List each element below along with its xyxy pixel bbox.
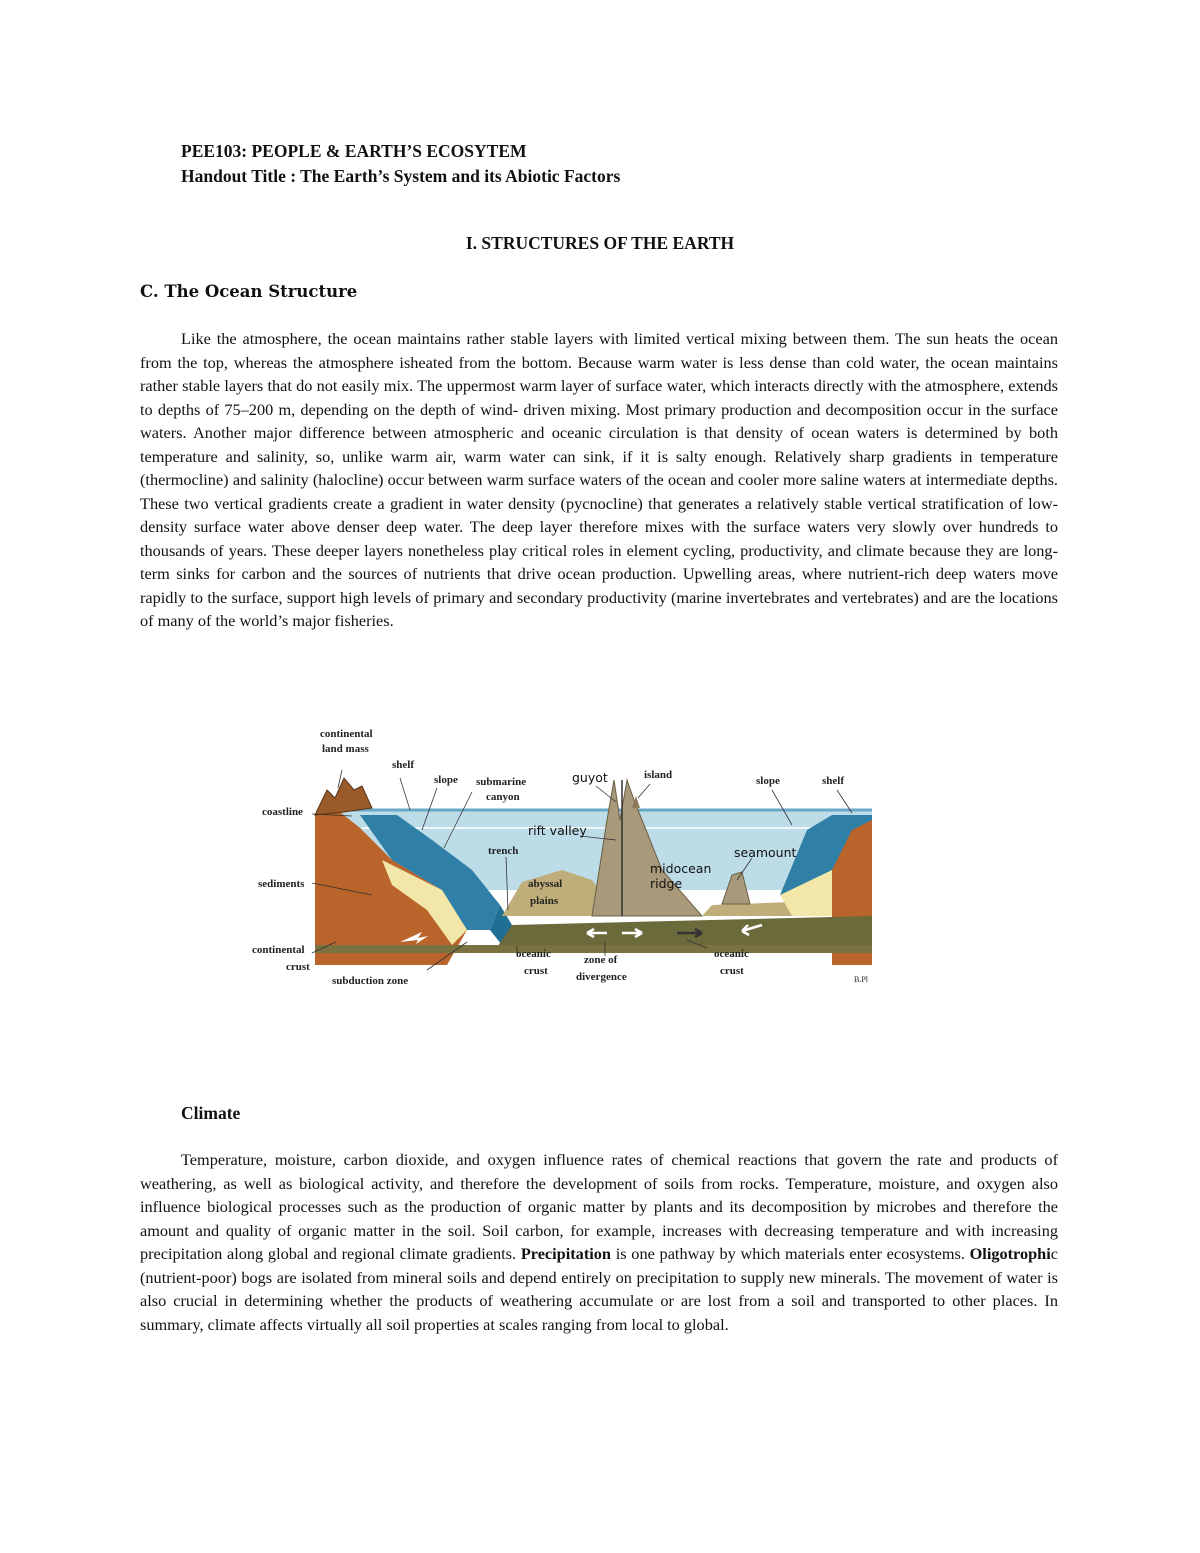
- crust-base: [315, 945, 872, 953]
- ocean-floor-diagram: [232, 720, 882, 1040]
- label-submarine-canyon-2: canyon: [486, 791, 520, 803]
- label-continental-crust-2: crust: [286, 961, 310, 973]
- climate-text-1: Temperature, moisture, carbon dioxide, and oxygen influence rates of chemical reactions that govern the rate and products of weathering, as well as biological activity, and therefore the development of soils from rocks. Temperature, moisture, and oxygen also influence biological processes such as the production of organic matter by plants and its decomposition by microbes and therefore the amount and quality of organic matter in the soil. Soil carbon, for example, increases with decreasing temperature and with increasing precipitation along global and regional climate gradients.: [140, 1150, 1058, 1263]
- label-trench: trench: [488, 845, 519, 857]
- label-continental-land-mass-1: continental: [320, 728, 373, 740]
- label-midocean-1: midocean: [650, 861, 712, 876]
- term-oligotrophic: Oligotrophi: [969, 1244, 1051, 1263]
- label-oceanic-crust-left-1: oceanic: [516, 948, 551, 960]
- label-coastline: coastline: [262, 806, 303, 818]
- ocean-floor-svg: [232, 720, 882, 1040]
- land-mass-mountains: [315, 778, 372, 815]
- handout-title: Handout Title : The Earth’s System and its Abiotic Factors: [181, 166, 621, 186]
- label-credit: B.Pl: [854, 975, 869, 984]
- label-abyssal-1: abyssal: [528, 878, 563, 890]
- climate-heading: Climate: [181, 1103, 241, 1123]
- label-midocean-2: ridge: [650, 876, 683, 891]
- label-slope-right: slope: [756, 775, 780, 787]
- label-sediments: sediments: [258, 878, 305, 890]
- label-subduction-zone: subduction zone: [332, 975, 409, 987]
- label-seamount: seamount: [734, 845, 797, 860]
- section-title-text: I. STRUCTURES OF THE EARTH: [465, 233, 735, 253]
- label-submarine-canyon-1: submarine: [476, 776, 527, 788]
- climate-text-2: is one pathway by which materials enter ecosystems.: [610, 1244, 970, 1263]
- label-oceanic-crust-right-1: oceanic: [714, 948, 749, 960]
- climate-text-3: c (nutrient-poor) bogs are isolated from mineral soils and depend entirely on precipitation to supply new minerals. The movement of water is also crucial in determining whether the products of weathering accumulate or are lost from a soil and transported to other places. In summary, climate affects virtually all soil properties at scales ranging from local to global.: [140, 1244, 1058, 1334]
- course-title: PEE103: PEOPLE & EARTH’S ECOSYTEM: [181, 141, 527, 161]
- label-oceanic-crust-right-2: crust: [720, 965, 744, 977]
- label-abyssal-2: plains: [530, 895, 559, 907]
- label-slope-left: slope: [434, 774, 458, 786]
- pointer-island: [638, 784, 650, 798]
- label-shelf-right: shelf: [822, 775, 844, 787]
- label-rift-valley: rift valley: [528, 823, 587, 838]
- pointer-shelf-left: [400, 778, 410, 810]
- label-shelf-left: shelf: [392, 759, 414, 771]
- label-continental-land-mass-2: land mass: [322, 743, 369, 755]
- ocean-structure-paragraph: Like the atmosphere, the ocean maintains rather stable layers with limited vertical mixing between them. The sun heats the ocean from the top, whereas the atmosphere isheated from the bottom. Because warm water is less dense than cold water, the ocean maintains rather stable layers that do not easily mix. The uppermost warm layer of surface water, which interacts directly with the atmosphere, extends to depths of 75–200 m, depending on the depth of wind- driven mixing. Most primary production and decomposition occur in the surface waters. Another major difference between atmospheric and oceanic circulation is that density of ocean waters is determined by both temperature and salinity, so, unlike warm air, warm water can sink, if it is salty enough. Relatively sharp gradients in temperature (thermocline) and salinity (halocline) occur between warm surface waters of the ocean and cooler more saline waters at intermediate depths. These two vertical gradients create a gradient in water density (pycnocline) that generates a relatively stable vertical stratification of low-density surface water above denser deep water. The deep layer therefore mixes with the surface waters very slowly over hundreds to thousands of years. These deeper layers nonetheless play critical roles in element cycling, productivity, and climate because they are long- term sinks for carbon and the sources of nutrients that drive ocean production. Upwelling areas, where nutrient-rich deep waters move rapidly to the surface, support high levels of primary and secondary productivity (marine invertebrates and vertebrates) and are the locations of many of the world’s major fisheries.: [140, 329, 1058, 630]
- label-island: island: [644, 769, 673, 781]
- section-title: [0, 233, 1200, 254]
- label-guyot: guyot: [572, 770, 608, 785]
- label-zone-of-divergence-2: divergence: [576, 971, 627, 983]
- subsection-title: C. The Ocean Structure: [140, 282, 358, 301]
- climate-paragraph: [140, 1148, 1058, 1336]
- label-zone-of-divergence-1: zone of: [584, 954, 618, 966]
- label-continental-crust-1: continental: [252, 944, 305, 956]
- label-oceanic-crust-left-2: crust: [524, 965, 548, 977]
- term-precipitation: Precipitation: [520, 1244, 611, 1263]
